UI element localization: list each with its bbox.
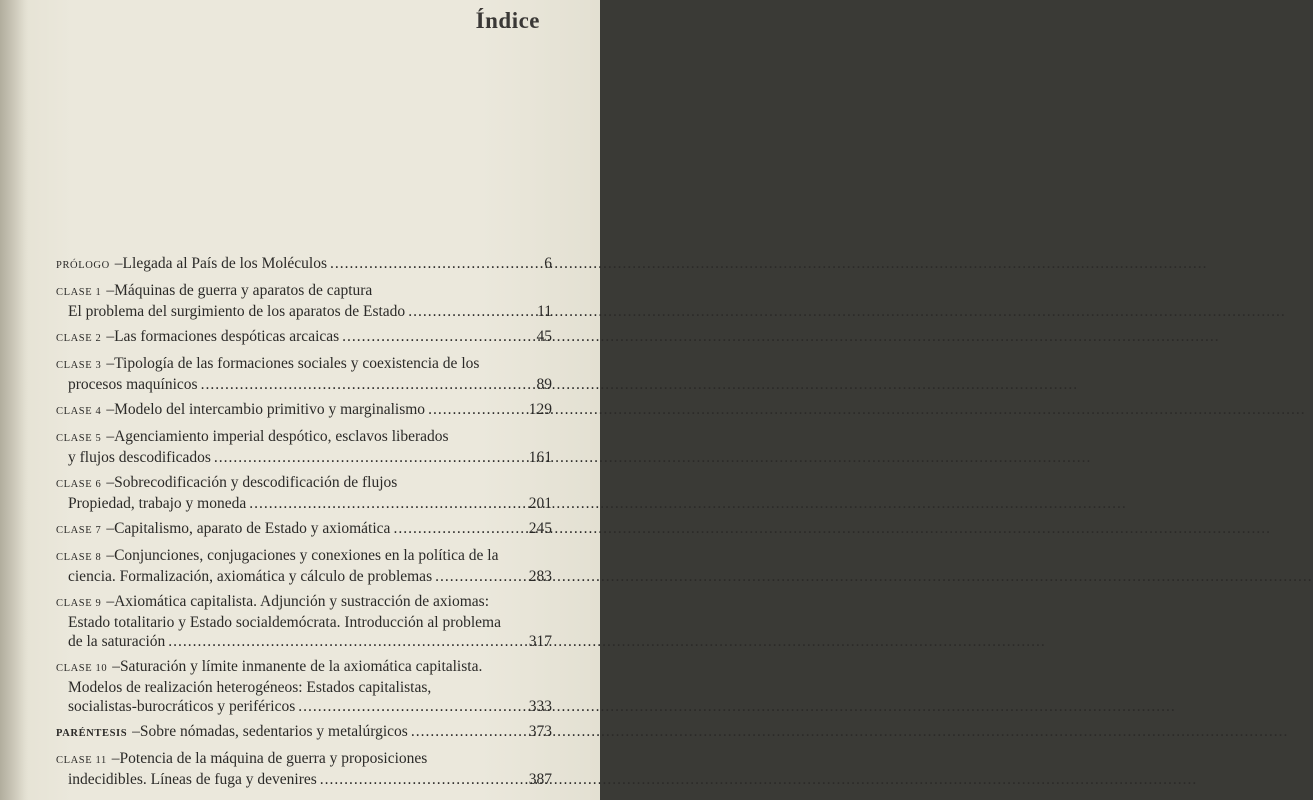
toc-entry-line <box>56 657 552 678</box>
toc-entry-title: El problema del surgimiento de los aparatos de Estado <box>68 303 406 320</box>
toc-entry-title: Axiomática capitalista. Adjunción y sustracción de axiomas: <box>114 593 490 610</box>
toc-page-number: 11 <box>537 303 552 320</box>
toc-entry-dash: – <box>106 474 115 491</box>
toc-page-number: 373 <box>528 723 552 740</box>
toc-entry-title: Sobrecodificación y descodificación de flujos <box>114 474 398 491</box>
toc-page-number: 317 <box>528 633 552 650</box>
toc-entry-title: Modelo del intercambio primitivo y marginalismo <box>114 401 426 418</box>
toc-entry-line <box>56 613 552 632</box>
toc-entry-line <box>56 749 552 770</box>
page-binding-shadow <box>0 0 28 800</box>
toc-leader-dots <box>298 697 526 716</box>
toc-leader-dots <box>393 519 525 538</box>
toc-leader-dots <box>214 448 526 467</box>
toc-page-number: 6 <box>544 255 552 272</box>
toc-page-number: 89 <box>536 376 552 393</box>
toc-entry-line <box>56 770 552 789</box>
toc-leader-dots <box>435 567 526 586</box>
toc-leader-dots <box>330 254 531 273</box>
toc-entry-line <box>56 302 552 321</box>
toc-page-number: 387 <box>528 771 552 788</box>
toc-entry-line <box>56 519 552 540</box>
toc-entry-line <box>56 254 552 275</box>
toc-leader-dots <box>168 632 525 651</box>
toc-entry-title: Potencia de la máquina de guerra y proposiciones <box>119 750 428 767</box>
toc-entry-dash: – <box>106 428 115 445</box>
book-page <box>0 0 600 800</box>
toc-entry-title: Capitalismo, aparato de Estado y axiomática <box>114 520 391 537</box>
toc-entry-title: Sobre nómadas, sedentarios y metalúrgicos <box>139 723 408 740</box>
toc-entry-label: CLASE 8 <box>56 552 102 563</box>
toc-leader-dots <box>320 770 526 789</box>
toc-entry <box>56 254 552 275</box>
page-title: Índice <box>475 8 540 33</box>
toc-entry-label: CLASE 4 <box>56 406 102 417</box>
toc-entry-dash: – <box>114 255 123 272</box>
toc-entry-line <box>56 567 552 586</box>
toc-entry-title: Propiedad, trabajo y moneda <box>68 495 247 512</box>
toc-entry-title: Saturación y límite inmanente de la axiomática capitalista. <box>119 658 483 675</box>
toc-entry-label: CLASE 10 <box>56 663 108 674</box>
toc-page-number: 201 <box>528 495 552 512</box>
toc-page-number: 161 <box>528 449 552 466</box>
toc-entry-title: Conjunciones, conjugaciones y conexiones en la política de la <box>114 547 499 564</box>
table-of-contents <box>56 254 552 795</box>
toc-entry <box>56 427 552 467</box>
toc-entry <box>56 749 552 789</box>
toc-entry-title: Estado totalitario y Estado socialdemócrata. Introducción al problema <box>68 614 501 631</box>
toc-entry-label: CLASE 5 <box>56 433 102 444</box>
toc-entry-title: socialistas-burocráticos y periféricos <box>68 698 296 715</box>
toc-leader-dots <box>428 400 526 419</box>
toc-entry-label: CLASE 6 <box>56 479 102 490</box>
toc-entry-dash: – <box>106 593 115 610</box>
toc-leader-dots <box>249 494 526 513</box>
toc-page-number: 45 <box>536 328 552 345</box>
toc-page-number: 129 <box>528 401 552 418</box>
toc-entry-line <box>56 546 552 567</box>
toc-entry-line <box>56 281 552 302</box>
toc-entry-label: CLASE 1 <box>56 287 102 298</box>
toc-entry <box>56 327 552 348</box>
toc-entry-label: CLASE 3 <box>56 360 102 371</box>
toc-entry <box>56 281 552 321</box>
toc-entry <box>56 592 552 651</box>
toc-entry <box>56 546 552 586</box>
toc-page-number: 283 <box>528 568 552 585</box>
toc-entry <box>56 473 552 513</box>
toc-entry-line <box>56 697 552 716</box>
toc-entry-line <box>56 494 552 513</box>
toc-entry-line <box>56 473 552 494</box>
toc-entry-line <box>56 632 552 651</box>
toc-entry-line <box>56 354 552 375</box>
toc-entry-title: de la saturación <box>68 633 166 650</box>
toc-entry-title: indecidibles. Líneas de fuga y devenires <box>68 771 317 788</box>
toc-entry-title: Llegada al País de los Moléculos <box>122 255 328 272</box>
toc-entry-dash: – <box>106 328 115 345</box>
toc-entry-label: CLASE 2 <box>56 333 102 344</box>
toc-entry-title: Agenciamiento imperial despótico, esclavos liberados <box>114 428 449 445</box>
toc-entry-title: Máquinas de guerra y aparatos de captura <box>114 282 373 299</box>
toc-entry-dash: – <box>106 282 115 299</box>
toc-entry-dash: – <box>112 658 120 675</box>
toc-entry-line <box>56 400 552 421</box>
toc-entry-dash: – <box>106 520 115 537</box>
toc-entry-line <box>56 722 552 743</box>
toc-entry-line <box>56 427 552 448</box>
toc-entry-label: CLASE 11 <box>56 755 107 766</box>
toc-entry-label: PARÉNTESIS <box>56 728 128 739</box>
toc-leader-dots <box>411 722 526 741</box>
toc-leader-dots <box>201 375 531 394</box>
toc-entry <box>56 400 552 421</box>
toc-entry-dash: – <box>111 750 120 767</box>
toc-entry-title: y flujos descodificados <box>68 449 211 466</box>
toc-entry <box>56 722 552 743</box>
toc-entry-dash: – <box>106 401 115 418</box>
toc-entry-title: Las formaciones despóticas arcaicas <box>114 328 340 345</box>
toc-entry-title: Tipología de las formaciones sociales y coexistencia de los <box>114 355 480 372</box>
toc-entry-label: CLASE 7 <box>56 525 102 536</box>
toc-entry-label: PRÓLOGO <box>56 260 110 271</box>
toc-leader-dots <box>342 327 531 346</box>
toc-leader-dots <box>408 302 531 321</box>
toc-entry-title: Modelos de realización heterogéneos: Estados capitalistas, <box>68 679 432 696</box>
toc-entry-dash: – <box>106 547 115 564</box>
toc-entry-title: procesos maquínicos <box>68 376 198 393</box>
toc-entry-line <box>56 592 552 613</box>
toc-entry-line <box>56 448 552 467</box>
toc-entry-dash: – <box>132 723 140 740</box>
toc-entry <box>56 354 552 394</box>
toc-entry-line <box>56 678 552 697</box>
toc-page-number: 333 <box>528 698 552 715</box>
toc-page-number: 245 <box>528 520 552 537</box>
toc-entry-dash: – <box>106 355 115 372</box>
toc-entry <box>56 657 552 716</box>
toc-entry-line <box>56 375 552 394</box>
toc-entry <box>56 519 552 540</box>
toc-entry-line <box>56 327 552 348</box>
toc-entry-label: CLASE 9 <box>56 598 102 609</box>
toc-entry-title: ciencia. Formalización, axiomática y cálculo de problemas <box>68 568 433 585</box>
